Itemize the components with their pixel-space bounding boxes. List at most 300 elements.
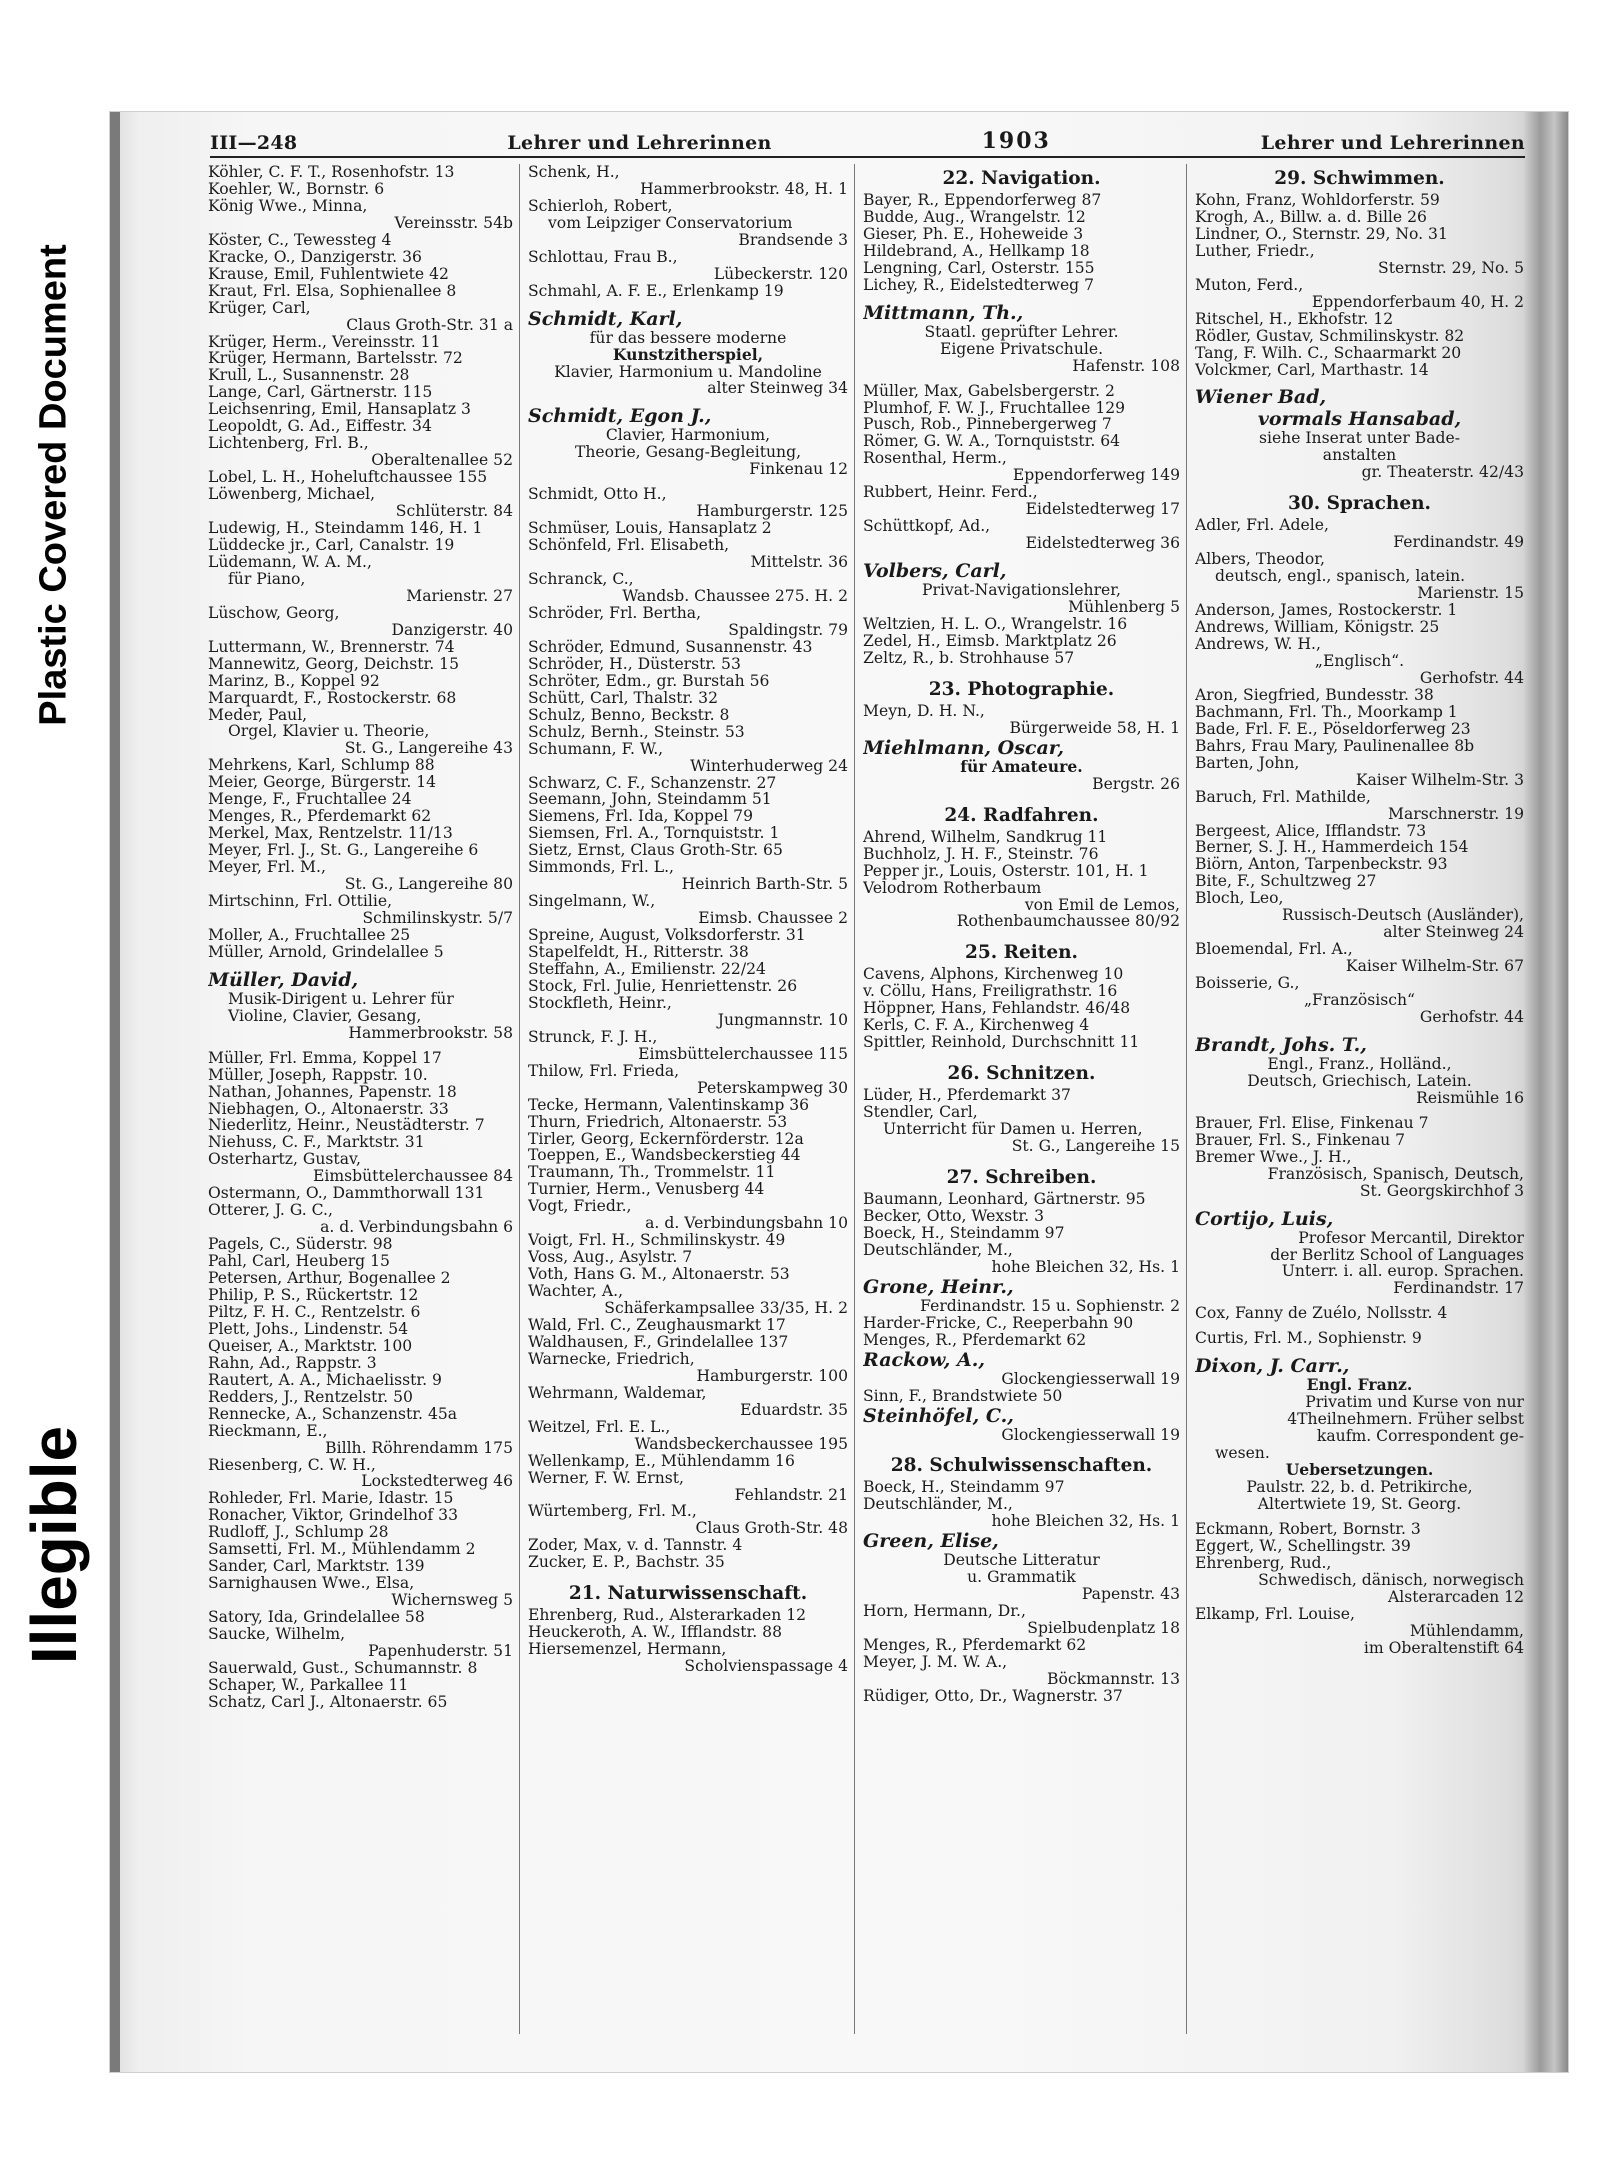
directory-entry: im Oberaltenstift 64 — [1363, 1639, 1524, 1657]
directory-entry: Hammerbrookstr. 48, H. 1 — [640, 180, 848, 198]
directory-column-3 — [855, 164, 1187, 2034]
directory-entry: für Amateure. — [960, 758, 1083, 776]
directory-entry: St. G., Langereihe 43 — [344, 740, 513, 758]
directory-entry: Schaper, W., Parkallee 11 — [208, 1676, 409, 1694]
directory-entry: Steffahn, A., Emilienstr. 22/24 — [528, 960, 766, 978]
directory-entry: Spielbudenplatz 18 — [1027, 1620, 1180, 1638]
directory-entry: Oberaltenallee 52 — [371, 452, 513, 470]
directory-entry: Eimsbüttelerchaussee 115 — [638, 1045, 848, 1063]
directory-entry: Biörn, Anton, Tarpenbeckstr. 93 — [1195, 856, 1448, 874]
directory-entry: Papenstr. 43 — [1081, 1586, 1180, 1604]
directory-entry: Bahrs, Frau Mary, Paulinenallee 8b — [1195, 737, 1475, 755]
directory-entry: Altertwiete 19, St. Georg. — [1257, 1495, 1462, 1513]
directory-entry: Bergstr. 26 — [1092, 775, 1180, 793]
directory-entry: Ritschel, H., Ekhofstr. 12 — [1195, 310, 1394, 328]
directory-entry: Warnecke, Friedrich, — [528, 1350, 695, 1368]
highlighted-entry: vormals Hansabad, — [1257, 408, 1462, 431]
directory-entry: Weitzel, Frl. E. L., — [528, 1418, 671, 1436]
directory-entry: Bloch, Leo, — [1195, 890, 1284, 908]
illegible-label: Illegible — [18, 1425, 90, 1665]
directory-entry: Stockfleth, Heinr., — [528, 994, 672, 1012]
directory-entry: Sauerwald, Gust., Schumannstr. 8 — [208, 1659, 478, 1677]
spacer — [863, 375, 1180, 383]
spacer — [863, 930, 1180, 938]
directory-entry: Rudloff, J., Schlump 28 — [208, 1524, 389, 1542]
directory-entry: Müller, Arnold, Grindelallee 5 — [208, 943, 444, 961]
spacer — [863, 552, 1180, 560]
highlighted-entry: Schmidt, Karl, — [528, 307, 683, 330]
directory-entry: Schütt, Carl, Thalstr. 32 — [528, 689, 719, 707]
directory-column-2 — [520, 164, 855, 2034]
directory-entry: Marienstr. 15 — [1417, 585, 1524, 603]
directory-entry: Koehler, W., Bornstr. 6 — [208, 180, 385, 198]
directory-entry: Französisch, Spanisch, Deutsch, — [1267, 1165, 1524, 1183]
spacer — [1195, 1026, 1524, 1034]
directory-entry: Schatz, Carl J., Altonaerstr. 65 — [208, 1693, 448, 1711]
directory-entry: Kaiser Wilhelm-Str. 67 — [1345, 958, 1524, 976]
directory-entry: Mannewitz, Georg, Deichstr. 15 — [208, 655, 459, 673]
highlighted-entry: Müller, David, — [208, 968, 359, 991]
spacer — [1195, 1513, 1524, 1521]
directory-entry: Engl. Franz. — [1306, 1377, 1413, 1395]
directory-entry: Russisch-Deutsch (Ausländer), — [1281, 907, 1524, 925]
directory-entry: Schulz, Benno, Beckstr. 8 — [528, 706, 730, 724]
directory-entry: Deutschländer, M., — [863, 1241, 1013, 1259]
directory-entry: Muton, Ferd., — [1195, 276, 1304, 294]
directory-entry: Billh. Röhrendamm 175 — [325, 1439, 513, 1457]
directory-entry: Saucke, Wilhelm, — [208, 1626, 346, 1644]
directory-entry: Zucker, E. P., Bachstr. 35 — [528, 1554, 725, 1572]
directory-entry: Leichsenring, Emil, Hansaplatz 3 — [208, 401, 471, 419]
directory-entry: Petersen, Arthur, Bogenallee 2 — [208, 1270, 451, 1287]
directory-entry: von Emil de Lemos, — [1024, 896, 1180, 914]
directory-entry: Weltzien, H. L. O., Wrangelstr. 16 — [863, 616, 1128, 633]
spacer — [863, 667, 1180, 675]
directory-entry: Danzigerstr. 40 — [391, 621, 513, 639]
directory-entry: Glockengiesserwall 19 — [1001, 1370, 1180, 1388]
directory-entry: Kaiser Wilhelm-Str. 3 — [1355, 771, 1524, 789]
directory-entry: siehe Inserat unter Bade- — [1258, 430, 1461, 448]
directory-entry: Cox, Fanny de Zuélo, Nollsstr. 4 — [1195, 1305, 1448, 1323]
directory-entry: Thilow, Frl. Frieda, — [528, 1062, 680, 1080]
directory-entry: Lüschow, Georg, — [208, 604, 340, 622]
directory-entry: Pagels, C., Süderstr. 98 — [208, 1236, 393, 1254]
directory-entry: Fehlandstr. 21 — [734, 1486, 848, 1504]
directory-entry: Boisserie, G., — [1195, 975, 1300, 993]
directory-entry: Schmidt, Otto H., — [528, 486, 667, 504]
directory-entry: alter Steinweg 24 — [1383, 924, 1524, 942]
directory-entry: Sietz, Ernst, Claus Groth-Str. 65 — [528, 842, 783, 860]
highlighted-entry: Steinhöfel, C., — [863, 1404, 1014, 1427]
directory-entry: Hammerbrookstr. 58 — [348, 1024, 513, 1042]
directory-entry: Ehrenberg, Rud., Alsterarkaden 12 — [528, 1607, 807, 1625]
directory-entry: Meyer, Frl. M., — [208, 859, 326, 877]
directory-entry: Brauer, Frl. Elise, Finkenau 7 — [1195, 1114, 1429, 1132]
directory-entry: Rödler, Gustav, Schmilinskystr. 82 — [1195, 327, 1465, 345]
directory-entry: Wachter, A., — [528, 1283, 624, 1301]
directory-entry: Buchholz, J. H. F., Steinstr. 76 — [863, 845, 1099, 863]
directory-entry: Eimsbüttelerchaussee 84 — [313, 1168, 513, 1186]
directory-entry: Rieckmann, E., — [208, 1422, 328, 1440]
directory-entry: Peterskampweg 30 — [697, 1079, 848, 1097]
directory-entry: Profesor Mercantil, Direktor — [1298, 1229, 1524, 1247]
directory-entry: Menge, F., Fruchtallee 24 — [208, 791, 412, 809]
directory-entry: hohe Bleichen 32, Hs. 1 — [991, 1513, 1180, 1531]
directory-entry: a. d. Verbindungsbahn 10 — [645, 1215, 848, 1233]
directory-entry: Meyn, D. H. N., — [863, 702, 985, 720]
directory-entry: Winterhuderweg 24 — [690, 757, 848, 775]
directory-entry: Engl., Franz., Holländ., — [1267, 1055, 1452, 1073]
header-title-right: Lehrer und Lehrerinnen — [1260, 132, 1525, 154]
directory-entry: Zeltz, R., b. Strohhause 57 — [863, 649, 1075, 667]
directory-entry: Lindner, O., Sternstr. 29, No. 31 — [1195, 225, 1448, 243]
section-heading: 21. Naturwissenschaft. — [568, 1583, 808, 1605]
directory-entry: Bergeest, Alice, Ifflandstr. 73 — [1195, 822, 1427, 840]
directory-entry: Adler, Frl. Adele, — [1195, 517, 1329, 535]
plastic-covered-label: Plastic Covered Document — [32, 244, 75, 726]
directory-entry: Schlüterstr. 84 — [395, 503, 513, 521]
directory-entry: Brauer, Frl. S., Finkenau 7 — [1195, 1131, 1406, 1149]
section-heading: 27. Schreiben. — [946, 1166, 1097, 1188]
directory-entry: Horn, Hermann, Dr., — [863, 1603, 1026, 1621]
directory-entry: Voss, Aug., Asylstr. 7 — [528, 1249, 693, 1267]
directory-entry: Lüddecke jr., Carl, Canalstr. 19 — [208, 536, 455, 554]
directory-entry: Ferdinandstr. 17 — [1393, 1280, 1524, 1298]
directory-entry: gr. Theaterstr. 42/43 — [1361, 464, 1524, 482]
directory-entry: Plett, Johs., Lindenstr. 54 — [208, 1320, 409, 1338]
directory-entry: Pusch, Rob., Pinnebergerweg 7 — [863, 416, 1112, 434]
directory-entry: Leopoldt, G. Ad., Eiffestr. 34 — [208, 418, 432, 436]
directory-entry: u. Grammatik — [967, 1569, 1076, 1587]
directory-entry: Velodrom Rotherbaum — [863, 879, 1042, 897]
directory-entry: Elkamp, Frl. Louise, — [1195, 1605, 1355, 1623]
directory-entry: Sander, Carl, Marktstr. 139 — [208, 1558, 425, 1576]
directory-entry: Mittelstr. 36 — [750, 554, 848, 572]
directory-entry: Philip, P. S., Rückertstr. 12 — [208, 1287, 419, 1304]
directory-entry: Rennecke, A., Schanzenstr. 45a — [208, 1405, 458, 1423]
directory-entry: Ferdinandstr. 49 — [1393, 534, 1524, 552]
directory-entry: Menges, R., Pferdemarkt 62 — [863, 1331, 1087, 1349]
directory-entry: Unterricht für Damen u. Herren, — [883, 1121, 1143, 1139]
directory-entry: Lockstedterweg 46 — [361, 1473, 513, 1491]
directory-entry: Heuckeroth, A. W., Ifflandstr. 88 — [528, 1624, 783, 1642]
directory-entry: Lüdemann, W. A. M., — [208, 553, 372, 571]
directory-entry: Tecke, Hermann, Valentinskamp 36 — [528, 1096, 810, 1114]
directory-entry: Voth, Hans G. M., Altonaerstr. 53 — [528, 1266, 790, 1284]
directory-entry: Niederlitz, Heinr., Neustädterstr. 7 — [208, 1117, 485, 1135]
directory-entry: Deutschländer, M., — [863, 1496, 1013, 1514]
directory-entry: Lübeckerstr. 120 — [713, 265, 848, 283]
spacer — [1195, 1347, 1524, 1355]
directory-entry: Schönfeld, Frl. Elisabeth, — [528, 537, 730, 555]
directory-entry: Schröder, H., Düsterstr. 53 — [528, 655, 741, 673]
directory-entry: Queiser, A., Marktstr. 100 — [208, 1337, 413, 1355]
directory-entry: Mirtschinn, Frl. Ottilie, — [208, 892, 393, 910]
directory-entry: Kohn, Franz, Wohldorferstr. 59 — [1195, 192, 1440, 209]
directory-entry: „Französisch“ — [1303, 992, 1416, 1009]
directory-entry: Violine, Clavier, Gesang, — [228, 1007, 422, 1025]
directory-entry: Werner, F. W. Ernst, — [528, 1469, 684, 1487]
spacer — [528, 300, 848, 308]
directory-entry: Schüttkopf, Ad., — [863, 518, 991, 536]
directory-entry: Niebhagen, O., Altonaerstr. 33 — [208, 1100, 449, 1118]
directory-entry: Satory, Ida, Grindelallee 58 — [208, 1609, 425, 1627]
directory-entry: Unterr. i. all. europ. Sprachen. — [1281, 1263, 1524, 1281]
directory-entry: Piltz, F. H. C., Rentzelstr. 6 — [208, 1303, 421, 1321]
directory-entry: 4Theilnehmern. Früher selbst — [1287, 1411, 1524, 1429]
directory-entry: Kraut, Frl. Elsa, Sophienallee 8 — [208, 282, 457, 300]
highlighted-entry: Miehlmann, Oscar, — [863, 736, 1065, 759]
directory-entry: Mühlenberg 5 — [1068, 599, 1180, 617]
directory-entry: Privatim und Kurse von nur — [1305, 1394, 1524, 1412]
section-heading: 26. Schnitzen. — [947, 1063, 1096, 1085]
highlighted-entry: Volbers, Carl, — [863, 560, 1007, 583]
directory-entry: Krüger, Carl, — [208, 299, 311, 317]
directory-entry: Bürgerweide 58, H. 1 — [1009, 719, 1180, 737]
page-number: III—248 — [210, 132, 298, 154]
section-heading: 22. Navigation. — [942, 168, 1101, 189]
directory-entry: Eppendorferweg 149 — [1012, 467, 1180, 485]
directory-entry: Hildebrand, A., Hellkamp 18 — [863, 242, 1090, 260]
directory-entry: Stock, Frl. Julie, Henriettenstr. 26 — [528, 977, 798, 995]
directory-entry: wesen. — [1215, 1445, 1270, 1463]
directory-entry: Eggert, W., Schellingstr. 39 — [1195, 1537, 1411, 1555]
directory-entry: Wandsb. Chaussee 275. H. 2 — [622, 588, 848, 605]
directory-entry: Schierloh, Robert, — [528, 197, 673, 215]
spacer — [528, 1571, 848, 1579]
directory-entry: Claus Groth-Str. 31 a — [346, 316, 513, 334]
directory-entry: Gerhofstr. 44 — [1419, 669, 1524, 687]
directory-entry: Stendler, Carl, — [863, 1104, 978, 1122]
directory-entry: Andrews, William, Königstr. 25 — [1195, 619, 1440, 637]
directory-entry: Cavens, Alphons, Kirchenweg 10 — [863, 966, 1124, 984]
directory-entry: Schäferkampsallee 33/35, H. 2 — [604, 1300, 848, 1317]
spacer — [208, 961, 513, 969]
directory-entry: Traumann, Th., Trommelstr. 11 — [528, 1164, 776, 1182]
directory-entry: Schmahl, A. F. E., Erlenkamp 19 — [528, 282, 784, 300]
directory-entry: Löwenberg, Michael, — [208, 486, 376, 504]
directory-entry: Krull, L., Susannenstr. 28 — [208, 367, 410, 385]
directory-entry: Gieser, Ph. E., Hoheweide 3 — [863, 225, 1084, 243]
directory-entry: Mühlendamm, — [1409, 1622, 1524, 1640]
directory-entry: Rothenbaumchaussee 80/92 — [956, 913, 1180, 931]
directory-entry: Meyer, Frl. J., St. G., Langereihe 6 — [208, 842, 479, 860]
directory-entry: Thurn, Friedrich, Altonaerstr. 53 — [528, 1113, 788, 1131]
directory-entry: Redders, J., Rentzelstr. 50 — [208, 1388, 413, 1406]
directory-entry: Hamburgerstr. 125 — [696, 503, 848, 521]
directory-entry: Bade, Frl. F. E., Pöseldorferweg 23 — [1195, 720, 1471, 738]
directory-entry: Ronacher, Viktor, Grindelhof 33 — [208, 1507, 459, 1525]
directory-entry: Schranck, C., — [528, 571, 634, 589]
directory-entry: Albers, Theodor, — [1195, 551, 1325, 569]
directory-entry: Schenk, H., — [528, 164, 620, 181]
directory-entry: Meyer, J. M. W. A., — [863, 1654, 1008, 1671]
directory-entry: hohe Bleichen 32, Hs. 1 — [991, 1258, 1180, 1276]
highlighted-entry: Dixon, J. Carr., — [1195, 1355, 1350, 1378]
directory-entry: Lobel, L. H., Hoheluftchaussee 155 — [208, 469, 488, 487]
directory-entry: Ferdinandstr. 15 u. Sophienstr. 2 — [920, 1297, 1180, 1315]
directory-entry: Lange, Carl, Gärtnerstr. 115 — [208, 384, 433, 402]
directory-entry: Lüder, H., Pferdemarkt 37 — [863, 1087, 1071, 1105]
directory-entry: Alsterarcaden 12 — [1387, 1588, 1524, 1606]
directory-entry: Stapelfeldt, H., Ritterstr. 38 — [528, 944, 749, 961]
directory-entry: Krüger, Herm., Vereinsstr. 11 — [208, 333, 441, 351]
directory-entry: Marquardt, F., Rostockerstr. 68 — [208, 689, 457, 707]
directory-entry: Marinz, B., Koppel 92 — [208, 672, 380, 690]
directory-entry: Eimsb. Chaussee 2 — [698, 910, 848, 928]
directory-entry: Wichernsweg 5 — [391, 1592, 513, 1610]
directory-entry: Müller, Frl. Emma, Koppel 17 — [208, 1049, 442, 1067]
directory-entry: Claus Groth-Str. 48 — [695, 1520, 848, 1538]
directory-entry: a. d. Verbindungsbahn 6 — [320, 1219, 513, 1237]
directory-entry: Sternstr. 29, No. 5 — [1378, 259, 1524, 277]
directory-entry: Rautert, A. A., Michaelisstr. 9 — [208, 1371, 442, 1389]
directory-entry: Ostermann, O., Dammthorwall 131 — [208, 1185, 485, 1203]
directory-entry: Staatl. geprüfter Lehrer. — [924, 323, 1119, 341]
spacer — [863, 1443, 1180, 1451]
directory-entry: Siemens, Frl. Ida, Koppel 79 — [528, 808, 753, 826]
directory-entry: Tang, F. Wilh. C., Schaarmarkt 20 — [1195, 344, 1462, 362]
directory-entry: Simmonds, Frl. L., — [528, 859, 675, 877]
directory-entry: Harder-Fricke, C., Reeperbahn 90 — [863, 1314, 1134, 1332]
highlighted-entry: Rackow, A., — [863, 1348, 985, 1371]
directory-entry: Pepper jr., Louis, Osterstr. 101, H. 1 — [863, 862, 1149, 880]
directory-entry: Klavier, Harmonium u. Mandoline — [554, 363, 822, 381]
directory-entry: Eidelstedterweg 36 — [1025, 535, 1180, 553]
spacer — [863, 1051, 1180, 1059]
directory-entry: Jungmannstr. 10 — [717, 1011, 848, 1029]
directory-entry: Schröter, Edm., gr. Burstah 56 — [528, 672, 770, 690]
section-heading: 23. Photographie. — [928, 678, 1115, 700]
spacer — [1195, 481, 1524, 489]
directory-entry: Lichey, R., Eidelstedterweg 7 — [863, 276, 1095, 294]
directory-entry: St. G., Langereihe 15 — [1011, 1138, 1180, 1155]
directory-entry: Schmilinskystr. 5/7 — [362, 909, 513, 927]
directory-entry: Anderson, James, Rostockerstr. 1 — [1195, 602, 1458, 620]
directory-entry: Eckmann, Robert, Bornstr. 3 — [1195, 1520, 1421, 1538]
spacer — [1195, 1107, 1524, 1115]
directory-entry: Strunck, F. J. H., — [528, 1028, 658, 1046]
directory-entry: Schwarz, C. F., Schanzenstr. 27 — [528, 774, 777, 792]
spacer — [1195, 1322, 1524, 1330]
header-title-left: Lehrer und Lehrerinnen — [507, 132, 772, 154]
spacer — [1195, 378, 1524, 386]
highlighted-entry: Wiener Bad, — [1195, 386, 1327, 409]
directory-entry: Köhler, C. F. T., Rosenhofstr. 13 — [208, 164, 455, 181]
directory-entry: Schulz, Bernh., Steinstr. 53 — [528, 723, 745, 741]
directory-entry: Kunstzitherspiel, — [612, 346, 764, 364]
directory-entry: Mehrkens, Karl, Schlump 88 — [208, 757, 435, 775]
directory-entry: Marschnerstr. 19 — [1388, 805, 1524, 823]
page-header — [210, 120, 1525, 158]
directory-entry: Turnier, Herm., Venusberg 44 — [528, 1181, 765, 1199]
section-heading: 25. Reiten. — [964, 942, 1078, 964]
section-heading: 30. Sprachen. — [1287, 493, 1432, 515]
header-year: 1903 — [981, 128, 1051, 154]
directory-columns — [200, 164, 1530, 2034]
directory-entry: Barten, John, — [1195, 754, 1300, 772]
directory-entry: vom Leipziger Conservatorium — [548, 214, 793, 232]
directory-column-1 — [200, 164, 520, 2034]
directory-entry: Bremer Wwe., J. H., — [1195, 1148, 1352, 1166]
directory-entry: Schumann, F. W., — [528, 740, 664, 758]
directory-entry: kaufm. Correspondent ge- — [1316, 1428, 1524, 1446]
directory-entry: Privat-Navigationslehrer, — [922, 582, 1121, 600]
sidebar — [0, 0, 108, 2177]
directory-entry: Zedel, H., Eimsb. Marktplatz 26 — [863, 632, 1117, 650]
highlighted-entry: Schmidt, Egon J., — [528, 405, 712, 428]
directory-entry: Vogt, Friedr., — [528, 1198, 632, 1216]
directory-entry: Plumhof, F. W. J., Fruchtallee 129 — [863, 399, 1126, 417]
directory-entry: „Englisch“. — [1314, 652, 1405, 670]
directory-entry: Papenhuderstr. 51 — [368, 1643, 513, 1660]
directory-entry: Sarnighausen Wwe., Elsa, — [208, 1575, 415, 1593]
directory-entry: Heinrich Barth-Str. 5 — [681, 876, 848, 894]
directory-entry: Boeck, H., Steindamm 97 — [863, 1479, 1065, 1497]
directory-entry: Moller, A., Fruchtallee 25 — [208, 926, 411, 944]
directory-entry: Rosenthal, Herm., — [863, 450, 1007, 468]
highlighted-entry: Grone, Heinr., — [863, 1275, 1014, 1298]
directory-entry: Zoder, Max, v. d. Tannstr. 4 — [528, 1537, 743, 1555]
directory-entry: Eppendorferbaum 40, H. 2 — [1311, 293, 1524, 311]
directory-entry: Ahrend, Wilhelm, Sandkrug 11 — [863, 828, 1108, 846]
directory-entry: Schröder, Frl. Bertha, — [528, 604, 702, 622]
directory-entry: Spittler, Reinhold, Durchschnitt 11 — [863, 1034, 1140, 1052]
section-heading: 29. Schwimmen. — [1274, 168, 1445, 189]
directory-entry: Vereinsstr. 54b — [394, 214, 513, 232]
directory-entry: Hamburgerstr. 100 — [696, 1367, 848, 1385]
directory-entry: Hafenstr. 108 — [1072, 357, 1180, 375]
directory-entry: Meier, George, Bürgerstr. 14 — [208, 774, 437, 792]
directory-entry: Volckmer, Carl, Marthastr. 14 — [1195, 361, 1429, 379]
directory-entry: Rüdiger, Otto, Dr., Wagnerstr. 37 — [863, 1687, 1123, 1705]
directory-entry: Rahn, Ad., Rappstr. 3 — [208, 1354, 377, 1372]
directory-entry: Hiersemenzel, Hermann, — [528, 1641, 727, 1659]
spacer — [208, 1042, 513, 1050]
directory-entry: Merkel, Max, Rentzelstr. 11/13 — [208, 825, 453, 843]
directory-entry: St. G., Langereihe 80 — [344, 876, 513, 893]
directory-entry: Brandsende 3 — [738, 231, 848, 249]
highlighted-entry: Cortijo, Luis, — [1195, 1207, 1334, 1230]
directory-entry: Theorie, Gesang-Begleitung, — [574, 444, 802, 462]
directory-entry: Waldhausen, F., Grindelallee 137 — [528, 1333, 789, 1351]
directory-entry: Kracke, O., Danzigerstr. 36 — [208, 248, 422, 266]
directory-entry: Paulstr. 22, b. d. Petrikirche, — [1246, 1479, 1473, 1496]
highlighted-entry: Mittmann, Th., — [863, 301, 1024, 324]
directory-entry: St. Georgskirchhof 3 — [1359, 1182, 1524, 1200]
directory-entry: Scholvienspassage 4 — [684, 1658, 848, 1676]
directory-entry: Spaldingstr. 79 — [728, 621, 848, 639]
directory-entry: Bloemendal, Frl. A., — [1195, 941, 1353, 959]
directory-entry: Marienstr. 27 — [406, 587, 513, 605]
directory-entry: Budde, Aug., Wrangelstr. 12 — [863, 208, 1086, 226]
directory-entry: v. Cöllu, Hans, Freiligrathstr. 16 — [863, 983, 1118, 1001]
directory-entry: König Wwe., Minna, — [208, 197, 368, 215]
directory-entry: Aron, Siegfried, Bundesstr. 38 — [1195, 686, 1434, 704]
spacer — [863, 294, 1180, 302]
directory-entry: Meder, Paul, — [208, 706, 308, 724]
directory-entry: Deutsch, Griechisch, Latein. — [1247, 1072, 1472, 1090]
directory-entry: Böckmannstr. 13 — [1047, 1671, 1180, 1688]
directory-entry: Schmüser, Louis, Hansaplatz 2 — [528, 520, 772, 538]
directory-entry: Würtemberg, Frl. M., — [528, 1503, 697, 1521]
directory-entry: Singelmann, W., — [528, 893, 656, 911]
directory-entry: Osterhartz, Gustav, — [208, 1151, 361, 1169]
directory-entry: Lengning, Carl, Osterstr. 155 — [863, 259, 1095, 277]
spacer — [528, 397, 848, 405]
directory-entry: Andrews, W. H., — [1195, 636, 1321, 653]
directory-entry: deutsch, engl., spanisch, latein. — [1215, 568, 1466, 586]
